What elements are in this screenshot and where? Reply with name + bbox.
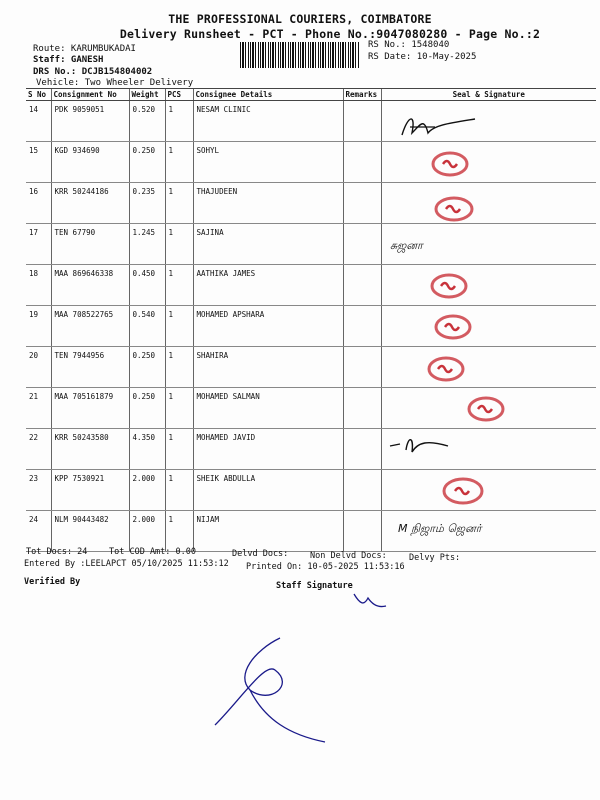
table-row — [26, 265, 596, 306]
cell-pcs: 1 — [165, 265, 193, 306]
stamp-row-20 — [425, 355, 467, 387]
cell-consignee: AATHIKA JAMES — [193, 265, 343, 306]
delivered-docs: Delvd Docs: — [232, 549, 289, 559]
cell-signature — [381, 183, 596, 224]
cell-consignment: KPP 7530921 — [51, 470, 129, 511]
cell-consignee: SOHYL — [193, 142, 343, 183]
vehicle-label: Vehicle: Two Wheeler Delivery — [36, 78, 194, 88]
cell-consignee: SHEIK ABDULLA — [193, 470, 343, 511]
table-row — [26, 388, 596, 429]
cell-remarks — [343, 101, 381, 142]
cell-signature — [381, 142, 596, 183]
cell-pcs: 1 — [165, 388, 193, 429]
table-row — [26, 470, 596, 511]
cell-sno: 22 — [26, 429, 51, 470]
col-weight: Weight — [129, 89, 165, 101]
table-row — [26, 183, 596, 224]
col-signature: Seal & Signature — [381, 89, 596, 101]
drs-number: DRS No.: DCJB154804002 — [33, 67, 153, 77]
cell-signature — [381, 470, 596, 511]
cell-pcs: 1 — [165, 101, 193, 142]
cell-consignee: MOHAMED JAVID — [193, 429, 343, 470]
cell-signature — [381, 306, 596, 347]
barcode — [240, 42, 360, 68]
entered-by: Entered By :LEELAPCT 05/10/2025 11:53:12 — [24, 559, 229, 569]
cell-weight: 2.000 — [129, 511, 165, 552]
stamp-row-15 — [430, 150, 470, 182]
cell-remarks — [343, 388, 381, 429]
table-row — [26, 429, 596, 470]
stamp-row-16 — [432, 195, 476, 227]
cell-pcs: 1 — [165, 224, 193, 265]
col-pcs: PCS — [165, 89, 193, 101]
signature-row-17: சுஜனா — [390, 239, 423, 252]
cell-sno: 24 — [26, 511, 51, 552]
cell-signature — [381, 347, 596, 388]
cell-consignment: PDK 9059051 — [51, 101, 129, 142]
cell-pcs: 1 — [165, 183, 193, 224]
cell-pcs: 1 — [165, 142, 193, 183]
cell-consignment: NLM 90443482 — [51, 511, 129, 552]
cell-pcs: 1 — [165, 470, 193, 511]
cell-pcs: 1 — [165, 347, 193, 388]
cell-consignee: NIJAM — [193, 511, 343, 552]
cell-weight: 0.520 — [129, 101, 165, 142]
stamp-row-19 — [432, 313, 474, 345]
signature-row-24: M நிஜாம் ஜெனர் — [398, 522, 482, 535]
cell-sno: 15 — [26, 142, 51, 183]
cell-consignment: KRR 50244186 — [51, 183, 129, 224]
table-row — [26, 142, 596, 183]
cell-sno: 19 — [26, 306, 51, 347]
cell-remarks — [343, 429, 381, 470]
cell-pcs: 1 — [165, 511, 193, 552]
delivery-points: Delvy Pts: — [409, 553, 461, 563]
cell-weight: 0.540 — [129, 306, 165, 347]
total-docs: Tot Docs: 24 — [26, 547, 88, 557]
company-name: THE PROFESSIONAL COURIERS, COIMBATORE — [168, 12, 432, 26]
cell-remarks — [343, 347, 381, 388]
cell-remarks — [343, 306, 381, 347]
cell-remarks — [343, 183, 381, 224]
table-header-row — [26, 89, 596, 101]
cell-sno: 17 — [26, 224, 51, 265]
staff-signature-mark — [350, 588, 390, 612]
cell-signature — [381, 265, 596, 306]
table-row — [26, 101, 596, 142]
runsheet-table — [26, 88, 596, 552]
staff-label: Staff: GANESH — [33, 55, 104, 65]
cell-remarks — [343, 470, 381, 511]
col-consignment: Consignment No — [51, 89, 129, 101]
printed-on: Printed On: 10-05-2025 11:53:16 — [246, 562, 405, 572]
cell-consignee: MOHAMED APSHARA — [193, 306, 343, 347]
stamp-row-23 — [440, 476, 486, 510]
stamp-row-21 — [465, 395, 507, 427]
cell-consignment: TEN 7944956 — [51, 347, 129, 388]
cell-weight: 0.235 — [129, 183, 165, 224]
total-cod-amount: Tot COD Amt: 0.00 — [109, 547, 196, 557]
cell-remarks — [343, 511, 381, 552]
table-row — [26, 224, 596, 265]
cell-remarks — [343, 142, 381, 183]
cell-consignment: TEN 67790 — [51, 224, 129, 265]
cell-sno: 20 — [26, 347, 51, 388]
cell-weight: 0.250 — [129, 347, 165, 388]
rs-number: RS No.: 1548040 — [368, 40, 450, 50]
cell-weight: 2.000 — [129, 470, 165, 511]
staff-signature-label: Staff Signature — [276, 581, 353, 591]
cell-pcs: 1 — [165, 306, 193, 347]
route-label: Route: KARUMBUKADAI — [33, 44, 136, 54]
stamp-row-18 — [428, 272, 470, 304]
cell-remarks — [343, 265, 381, 306]
cell-remarks — [343, 224, 381, 265]
cell-weight: 1.245 — [129, 224, 165, 265]
non-delivered-docs: Non Delvd Docs: — [310, 551, 387, 561]
cell-weight: 0.250 — [129, 388, 165, 429]
cell-weight: 0.450 — [129, 265, 165, 306]
rs-date: RS Date: 10-May-2025 — [368, 52, 477, 62]
cell-consignee: SAJINA — [193, 224, 343, 265]
table-row — [26, 306, 596, 347]
col-consignee: Consignee Details — [193, 89, 343, 101]
cell-consignment: KGD 934690 — [51, 142, 129, 183]
cell-weight: 4.350 — [129, 429, 165, 470]
cell-consignment: MAA 869646338 — [51, 265, 129, 306]
cell-sno: 18 — [26, 265, 51, 306]
cell-consignee: MOHAMED SALMAN — [193, 388, 343, 429]
cell-sno: 23 — [26, 470, 51, 511]
runsheet-subtitle: Delivery Runsheet - PCT - Phone No.:9047080280 - Page No.:2 — [119, 27, 541, 41]
cell-consignee: SHAHIRA — [193, 347, 343, 388]
col-sno: S No — [26, 89, 51, 101]
signature-row-14 — [390, 105, 480, 145]
signature-row-22 — [388, 432, 458, 462]
table-row — [26, 511, 596, 552]
cell-consignee: NESAM CLINIC — [193, 101, 343, 142]
cell-sno: 16 — [26, 183, 51, 224]
col-remarks: Remarks — [343, 89, 381, 101]
verifier-signature — [195, 630, 345, 755]
table-row — [26, 347, 596, 388]
cell-pcs: 1 — [165, 429, 193, 470]
cell-sno: 14 — [26, 101, 51, 142]
verified-by: Verified By — [24, 577, 81, 587]
cell-consignment: KRR 50243580 — [51, 429, 129, 470]
cell-consignment: MAA 708522765 — [51, 306, 129, 347]
cell-consignee: THAJUDEEN — [193, 183, 343, 224]
cell-weight: 0.250 — [129, 142, 165, 183]
cell-sno: 21 — [26, 388, 51, 429]
cell-consignment: MAA 705161879 — [51, 388, 129, 429]
